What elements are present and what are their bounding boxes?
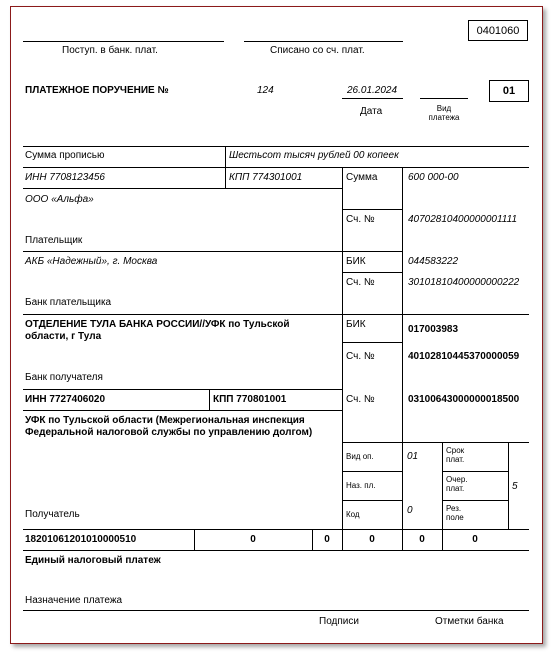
date-line: [342, 98, 403, 99]
payer-sum-label: Сумма: [346, 172, 378, 183]
document-number: 124: [257, 85, 274, 96]
op-type-label: Вид оп.: [346, 452, 374, 461]
payer-bank-account-label: Сч. №: [346, 277, 375, 288]
document-title: ПЛАТЕЖНОЕ ПОРУЧЕНИЕ №: [25, 85, 169, 96]
grid-line: [402, 442, 403, 529]
payee-kpp: КПП 770801001: [213, 394, 287, 405]
grid-line: [209, 389, 210, 410]
status-code-box: [489, 80, 529, 102]
payer-kpp: КПП 774301001: [229, 172, 303, 183]
bank-receipt-line: [23, 41, 224, 42]
amount-words: Шестьсот тысяч рублей 00 копеек: [229, 150, 399, 161]
grid-line: [225, 146, 226, 167]
oktmo-value: 0: [250, 534, 256, 545]
grid-line: [442, 442, 443, 529]
payee-bank-name-line2: области, г Тула: [25, 331, 102, 342]
order-label: Очер. плат.: [446, 475, 468, 493]
grid-line: [402, 167, 403, 384]
code-label: Код: [346, 510, 360, 519]
payer-bank-label: Банк плательщика: [25, 297, 112, 308]
grid-line: [225, 167, 226, 188]
payee-label: Получатель: [25, 509, 80, 520]
payer-sum: 600 000-00: [408, 172, 459, 183]
basis-value: 0: [324, 534, 330, 545]
form-code-box: [468, 20, 528, 41]
period-value: 0: [369, 534, 375, 545]
kbk-value: 18201061201010000510: [25, 534, 137, 545]
grid-line: [342, 471, 402, 472]
grid-line: [23, 251, 402, 252]
purpose-text: Единый налоговый платеж: [25, 555, 161, 566]
order-value: 5: [512, 481, 518, 492]
grid-line: [23, 314, 529, 315]
payee-bank-bik: 017003983: [408, 324, 459, 335]
grid-line: [402, 384, 403, 442]
op-type: 01: [407, 451, 419, 462]
grid-line: [342, 272, 402, 273]
grid-line: [342, 500, 402, 501]
grid-line: [342, 167, 343, 384]
grid-line: [342, 209, 402, 210]
payee-bank-account-label: Сч. №: [346, 351, 375, 362]
payee-bank-bik-label: БИК: [346, 319, 366, 330]
grid-line: [342, 342, 402, 343]
debit-line: [244, 41, 403, 42]
grid-line: [23, 389, 342, 390]
payee-name-line1: УФК по Тульской области (Межрегиональная инспекция: [25, 415, 305, 426]
payer-inn: ИНН 7708123456: [25, 172, 105, 183]
grid-line: [342, 384, 343, 529]
date-label: Дата: [360, 106, 383, 117]
grid-line: [23, 167, 529, 168]
payment-type-label: Вид платежа: [428, 104, 460, 122]
payer-bank-bik-label: БИК: [346, 256, 366, 267]
debit-label: Списано со сч. плат.: [270, 45, 365, 56]
grid-line: [508, 442, 509, 529]
reserve-label: Рез. поле: [446, 504, 464, 522]
payer-name: ООО «Альфа»: [25, 194, 94, 205]
grid-line: [342, 442, 529, 443]
purpose-label: Назначение платежа: [25, 595, 123, 606]
payee-inn: ИНН 7727406020: [25, 394, 106, 405]
grid-line: [23, 188, 342, 189]
payer-bank-bik: 044583222: [408, 256, 459, 267]
payee-name-line2: Федеральной налоговой службы по управлению долгом): [25, 427, 313, 438]
amount-words-label: Сумма прописью: [25, 150, 105, 161]
purpose-code-label: Наз. пл.: [346, 481, 376, 490]
form-code: 0401060: [476, 24, 520, 37]
term-label: Срок плат.: [446, 446, 465, 464]
payer-account: 40702810400000001111: [408, 214, 518, 225]
grid-line: [23, 610, 529, 611]
code-value: 0: [407, 505, 413, 516]
bank-marks-label: Отметки банка: [435, 616, 504, 627]
bank-receipt-label: Поступ. в банк. плат.: [62, 45, 158, 56]
payer-account-label: Сч. №: [346, 214, 375, 225]
doc-number-value: 0: [419, 534, 425, 545]
grid-line: [23, 529, 529, 530]
payer-label: Плательщик: [25, 235, 83, 246]
signatures-label: Подписи: [319, 616, 359, 627]
payee-account: 03100643000000018500: [408, 394, 520, 405]
grid-line: [23, 410, 342, 411]
grid-line: [23, 146, 529, 147]
grid-line: [23, 550, 529, 551]
doc-date-value: 0: [472, 534, 478, 545]
grid-line: [442, 500, 508, 501]
payer-bank-account: 30101810400000000222: [408, 277, 520, 288]
payee-bank-name-line1: ОТДЕЛЕНИЕ ТУЛА БАНКА РОССИИ//УФК по Тульской: [25, 319, 290, 330]
document-date: 26.01.2024: [347, 85, 398, 96]
payee-account-label: Сч. №: [346, 394, 375, 405]
payer-bank-name: АКБ «Надежный», г. Москва: [25, 256, 158, 267]
grid-line: [442, 471, 508, 472]
status-code: 01: [502, 85, 516, 97]
payee-bank-account: 40102810445370000059: [408, 351, 520, 362]
payee-bank-label: Банк получателя: [25, 372, 103, 383]
payment-type-line: [420, 98, 468, 99]
